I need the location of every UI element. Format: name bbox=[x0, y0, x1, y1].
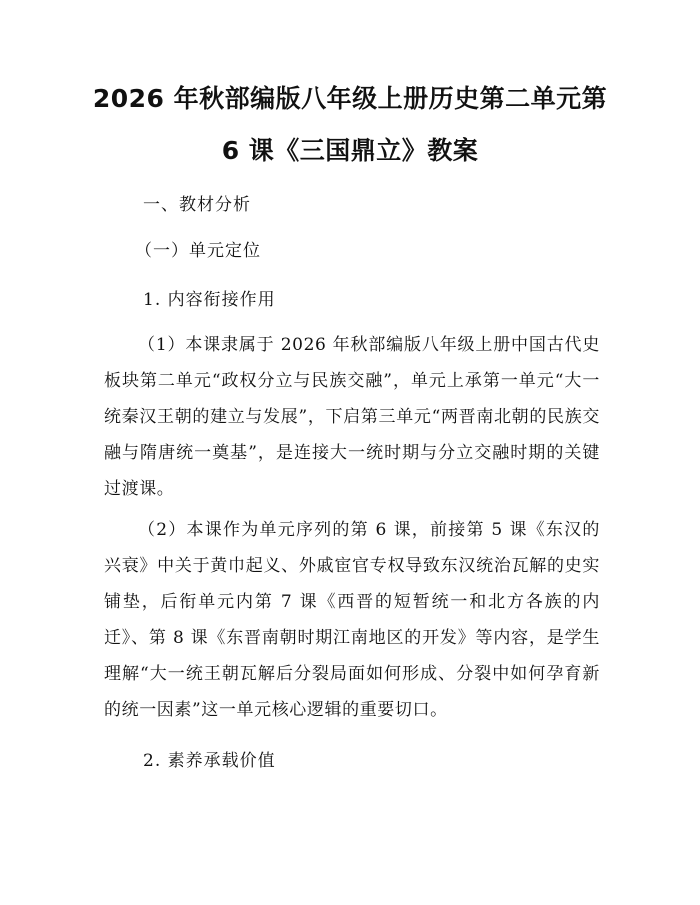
item-heading-content-connection: 1. 内容衔接作用 bbox=[143, 290, 276, 310]
paragraph-unit-context: （1）本课隶属于 2026 年秋部编版八年级上册中国古代史板块第二单元“政权分立与民族交融”，单元上承第一单元“大一统秦汉王朝的建立与发展”，下启第三单元“两晋南北朝的民族交融与隋唐统一奠基”，是连接大一统时期与分立交融时期的关键过渡课。 bbox=[104, 335, 600, 499]
document-title-line-2: 6 课《三国鼎立》教案 bbox=[221, 136, 479, 165]
section-heading-textbook-analysis: 一、教材分析 bbox=[143, 195, 251, 215]
subsection-heading-unit-positioning: （一）单元定位 bbox=[135, 241, 261, 261]
paragraph-lesson-sequence: （2）本课作为单元序列的第 6 课，前接第 5 课《东汉的兴衰》中关于黄巾起义、外戚宦官专权导致东汉统治瓦解的史实铺垫，后衔单元内第 7 课《西晋的短暂统一和北方各族的内迁》、第 8 课《东晋南朝时期江南地区的开发》等内容，是学生理解“大一统王朝瓦解后分裂局面如何形成、分裂中如何孕育新的统一因素”这一单元核心逻辑的重要切口。 bbox=[104, 520, 600, 720]
item-heading-literacy-value: 2. 素养承载价值 bbox=[143, 751, 276, 771]
document-title-line-1: 2026 年秋部编版八年级上册历史第二单元第 bbox=[92, 84, 608, 113]
